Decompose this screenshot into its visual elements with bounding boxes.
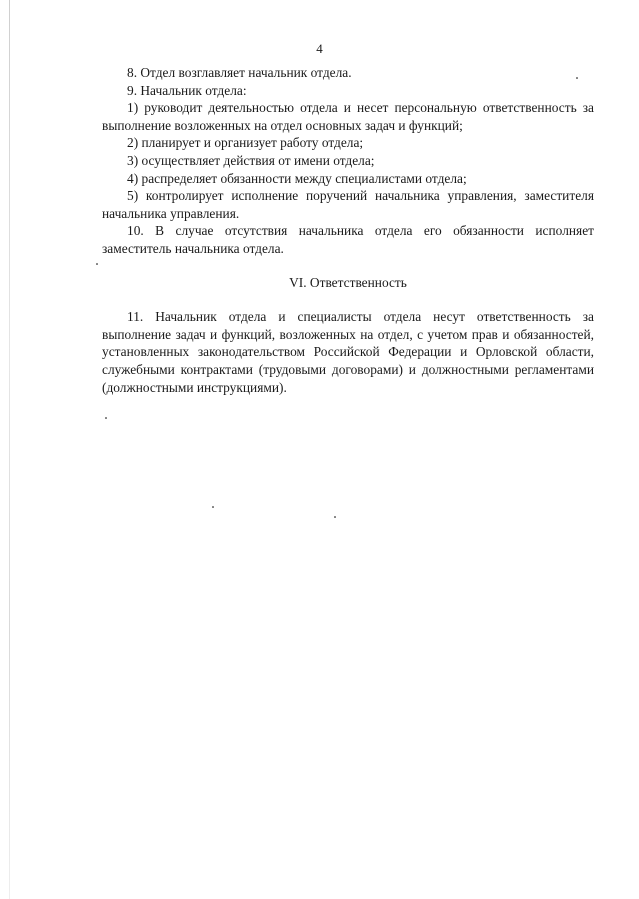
paragraph-8: 8. Отдел возглавляет начальник отдела.	[127, 65, 352, 80]
scan-speck	[212, 506, 214, 508]
scan-speck	[576, 77, 578, 79]
list-item-1: 1) руководит деятельностью отдела и несет персональную ответственность за выполнение возложенных на отдел основных задач и функций;	[102, 100, 594, 133]
scan-speck	[334, 516, 336, 518]
page-number: 4	[316, 41, 323, 56]
list-item-2: 2) планирует и организует работу отдела;	[127, 135, 364, 151]
paragraph-9: 9. Начальник отдела:	[127, 82, 247, 98]
scan-edge-line	[9, 0, 10, 899]
scan-speck	[105, 417, 107, 419]
document-body	[102, 64, 594, 396]
paragraph-11: 11. Начальник отдела и специалисты отдела несут ответственность за выполнение задач и функций, возложенных на отдел, с учетом прав и обязанностей, установленных законодательством Российской Федерации и Орловской области, служебными контрактами (трудовыми договорами) и должностными регламентами (должностными инструкциями).	[102, 309, 594, 395]
section-title: VI. Ответственность	[289, 274, 407, 290]
list-item-4: 4) распределяет обязанности между специалистами отдела;	[127, 170, 467, 186]
paragraph-10: 10. В случае отсутствия начальника отдела его обязанности исполняет заместитель начальника отдела.	[102, 223, 594, 256]
list-item-5: 5) контролирует исполнение поручений начальника управления, заместителя начальника управления.	[102, 188, 594, 221]
list-item-3: 3) осуществляет действия от имени отдела;	[127, 152, 375, 168]
scan-speck	[96, 263, 98, 265]
